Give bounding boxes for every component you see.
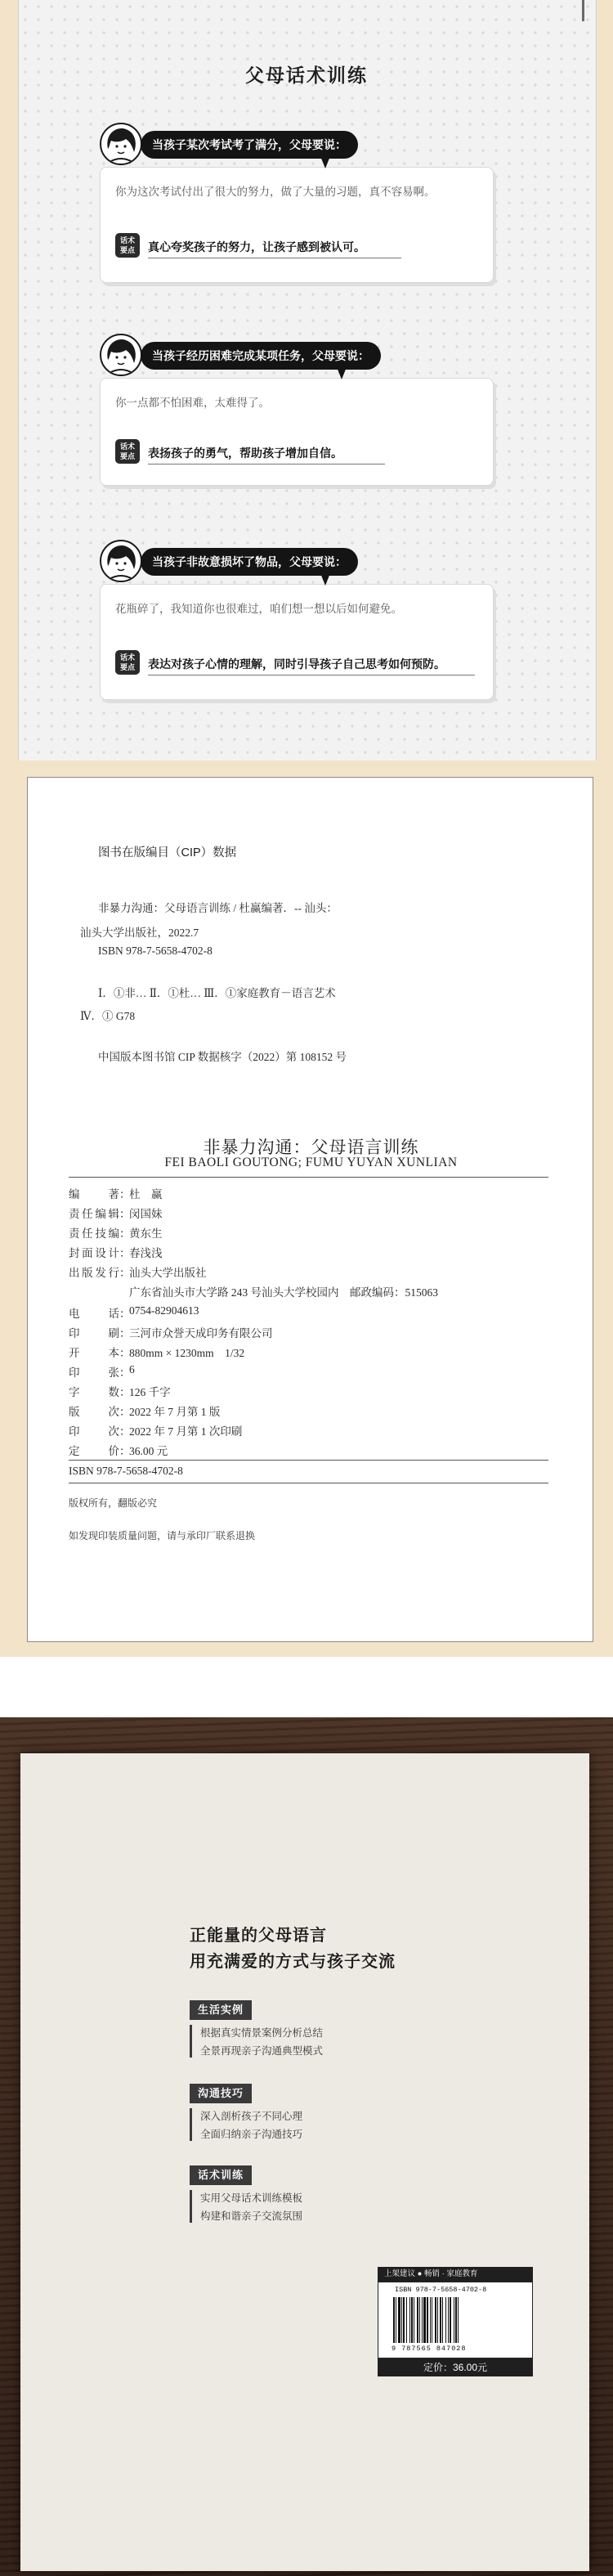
shelving-suggestion: 上架建议 ● 畅销 · 家庭教育 (378, 2267, 533, 2282)
tip-text: 真心夸奖孩子的努力，让孩子感到被认可。 (148, 240, 365, 254)
cip-record: 中国版本图书馆 CIP 数据核字（2022）第 108152 号 (98, 1051, 347, 1063)
book-title: 非暴力沟通：父母语言训练 (203, 1138, 419, 1157)
dialogue-page-section (0, 0, 613, 777)
tip-badge: 话术 要点 (115, 650, 140, 675)
detail-value: 36.00 元 (129, 1445, 168, 1457)
divider (69, 1177, 548, 1178)
mother-avatar-icon (100, 123, 142, 165)
publisher-address: 广东省汕头市大学路 243 号汕头大学校园内 邮政编码：515063 (129, 1286, 438, 1299)
detail-label: 定价 (69, 1445, 119, 1457)
section-line: 全景再现亲子沟通典型模式 (200, 2045, 324, 2057)
detail-value: 杜 赢 (129, 1188, 163, 1200)
classification-line: Ⅳ．① G78 (80, 1010, 136, 1022)
detail-label: 封面设计 (69, 1247, 119, 1259)
tip-text: 表达对孩子心情的理解，同时引导孩子自己思考如何预防。 (148, 657, 445, 671)
detail-label: 出版发行 (69, 1267, 119, 1279)
cip-line: 汕头大学出版社，2022.7 (80, 927, 199, 939)
detail-value: 880mm × 1230mm 1/32 (129, 1347, 245, 1359)
book-pinyin: FEI BAOLI GOUTONG; FUMU YUYAN XUNLIAN (164, 1156, 458, 1169)
section-line: 深入剖析孩子不同心理 (200, 2111, 303, 2122)
detail-label: 电话 (69, 1308, 119, 1320)
barcode-isbn: ISBN 978-7-5658-4702-8 (395, 2286, 487, 2294)
dialogue-card (100, 540, 492, 711)
dialogue-box (100, 167, 494, 283)
dialogue-box (100, 584, 494, 700)
section-line: 全面归纳亲子沟通技巧 (200, 2129, 303, 2140)
isbn-footer: ISBN 978-7-5658-4702-8 (69, 1465, 183, 1477)
cip-page-section (0, 777, 613, 1657)
section-tag: 沟通技巧 (190, 2084, 252, 2103)
detail-value: 2022 年 7 月第 1 次印刷 (129, 1425, 243, 1438)
detail-value: 闵国妹 (129, 1208, 163, 1220)
section-bar (190, 2190, 192, 2223)
mother-avatar-icon (100, 334, 142, 376)
bubble-tail (319, 569, 332, 586)
copyright-page: 图书在版编目（CIP）数据 非暴力沟通：父母语言训练 / 杜赢编著．-- 汕头： 汕头大学出版社，2022.7 ISBN 978-7-5658-4702-8 Ⅰ．①非… Ⅱ．①杜… Ⅲ．①家庭教育－语言艺术 Ⅳ．① G78 中国版本图书馆 CIP 数据核字（2022）第 108152 号 非暴力沟通：父母语言训练 FEI BAOLI GOUTONG; FUMU YUYAN XUNLIAN 编著 ： 杜 赢 责任编辑 ： 闵国妹 责任技编 ： 黄东生 封面设计 ： 春浅浅 出版发行 ： 汕头大学出版社 广东省汕头市大学路 243 号汕头大学校园内 邮政编码：515063 电话 ： 0754-82904613 印刷 ： 三河市众誉天成印务有限公司 开本 ： 880mm × 1230mm 1/32 印张 ： 6 字数 ： 126 千字 版次 ： 2022 年 7 月第 1 版 印次 ： 2022 年 7 月第 1 次印刷 定价 ： 36.00 元 ISBN 978-7-5658-4702-8 版权所有，翻版必究 如发现印装质量问题，请与承印厂联系退换 (27, 777, 593, 1642)
page-edge-mark (582, 0, 584, 21)
section-line: 实用父母话术训练模板 (200, 2192, 303, 2204)
detail-label: 版次 (69, 1406, 119, 1418)
tip-badge: 话术 要点 (115, 439, 140, 464)
detail-label: 开本 (69, 1347, 119, 1359)
barcode-digits: 9 787565 847028 (392, 2345, 467, 2353)
detail-value: 汕头大学出版社 (129, 1267, 207, 1279)
detail-value: 三河市众誉天成印务有限公司 (129, 1327, 273, 1340)
detail-value: 春浅浅 (129, 1247, 163, 1259)
barcode-icon (392, 2297, 521, 2343)
price-label: 定价：36.00元 (378, 2358, 533, 2376)
tip-row (115, 439, 475, 467)
parent-quote: 你为这次考试付出了很大的努力，做了大量的习题，真不容易啊。 (115, 186, 436, 198)
section-bar (190, 2108, 192, 2141)
rights-notice: 版权所有，翻版必究 (69, 1497, 158, 1509)
detail-label: 印张 (69, 1367, 119, 1379)
section-tag: 话术训练 (190, 2165, 252, 2185)
section-bar (190, 2025, 192, 2058)
detail-label: 印刷 (69, 1327, 119, 1340)
mother-avatar-icon (100, 540, 142, 582)
detail-value: 126 千字 (129, 1386, 171, 1398)
bubble-tail (319, 152, 332, 168)
divider (69, 1460, 548, 1461)
parent-quote: 你一点都不怕困难，太难得了。 (115, 397, 270, 409)
cover-headline: 正能量的父母语言 (190, 1927, 327, 1945)
dialogue-card (100, 123, 492, 286)
tip-badge: 话术 要点 (115, 233, 140, 258)
cip-header: 图书在版编目（CIP）数据 (98, 846, 237, 859)
parent-quote: 花瓶碎了，我知道你也很难过，咱们想一想以后如何避免。 (115, 603, 402, 615)
dialogue-box (100, 378, 494, 486)
dialogue-card (100, 334, 492, 489)
detail-value: 2022 年 7 月第 1 版 (129, 1406, 221, 1418)
detail-label: 印次 (69, 1425, 119, 1438)
detail-label: 编著 (69, 1188, 119, 1200)
dialogue-page-title: 父母话术训练 (245, 65, 368, 86)
bubble-tail (335, 363, 348, 379)
tip-text: 表扬孩子的勇气，帮助孩子增加自信。 (148, 447, 342, 460)
cip-isbn: ISBN 978-7-5658-4702-8 (98, 945, 213, 957)
detail-label: 责任编辑 (69, 1208, 119, 1220)
cip-line: 非暴力沟通：父母语言训练 / 杜赢编著．-- 汕头： (98, 902, 338, 914)
white-band (0, 1657, 613, 1717)
tip-row (115, 650, 475, 678)
situation-bubble: 当孩子某次考试考了满分，父母要说： (141, 131, 358, 159)
detail-value: 黄东生 (129, 1227, 163, 1240)
section-tag: 生活实例 (190, 2000, 252, 2020)
detail-value: 0754-82904613 (129, 1304, 199, 1317)
cover-headline: 用充满爱的方式与孩子交流 (190, 1953, 396, 1971)
detail-label: 字数 (69, 1386, 119, 1398)
section-line: 构建和谐亲子交流氛围 (200, 2210, 303, 2222)
quality-notice: 如发现印装质量问题，请与承印厂联系退换 (69, 1530, 256, 1542)
tip-row (115, 233, 475, 261)
classification-line: Ⅰ．①非… Ⅱ．①杜… Ⅲ．①家庭教育－语言艺术 (98, 987, 336, 999)
situation-bubble: 当孩子经历困难完成某项任务，父母要说： (141, 342, 381, 370)
barcode-box (378, 2282, 533, 2358)
back-cover-section (0, 1657, 613, 2576)
situation-bubble: 当孩子非故意损坏了物品，父母要说： (141, 548, 358, 576)
section-line: 根据真实情景案例分析总结 (200, 2027, 324, 2039)
detail-label: 责任技编 (69, 1227, 119, 1240)
back-cover (20, 1753, 589, 2571)
detail-value: 6 (129, 1363, 135, 1376)
